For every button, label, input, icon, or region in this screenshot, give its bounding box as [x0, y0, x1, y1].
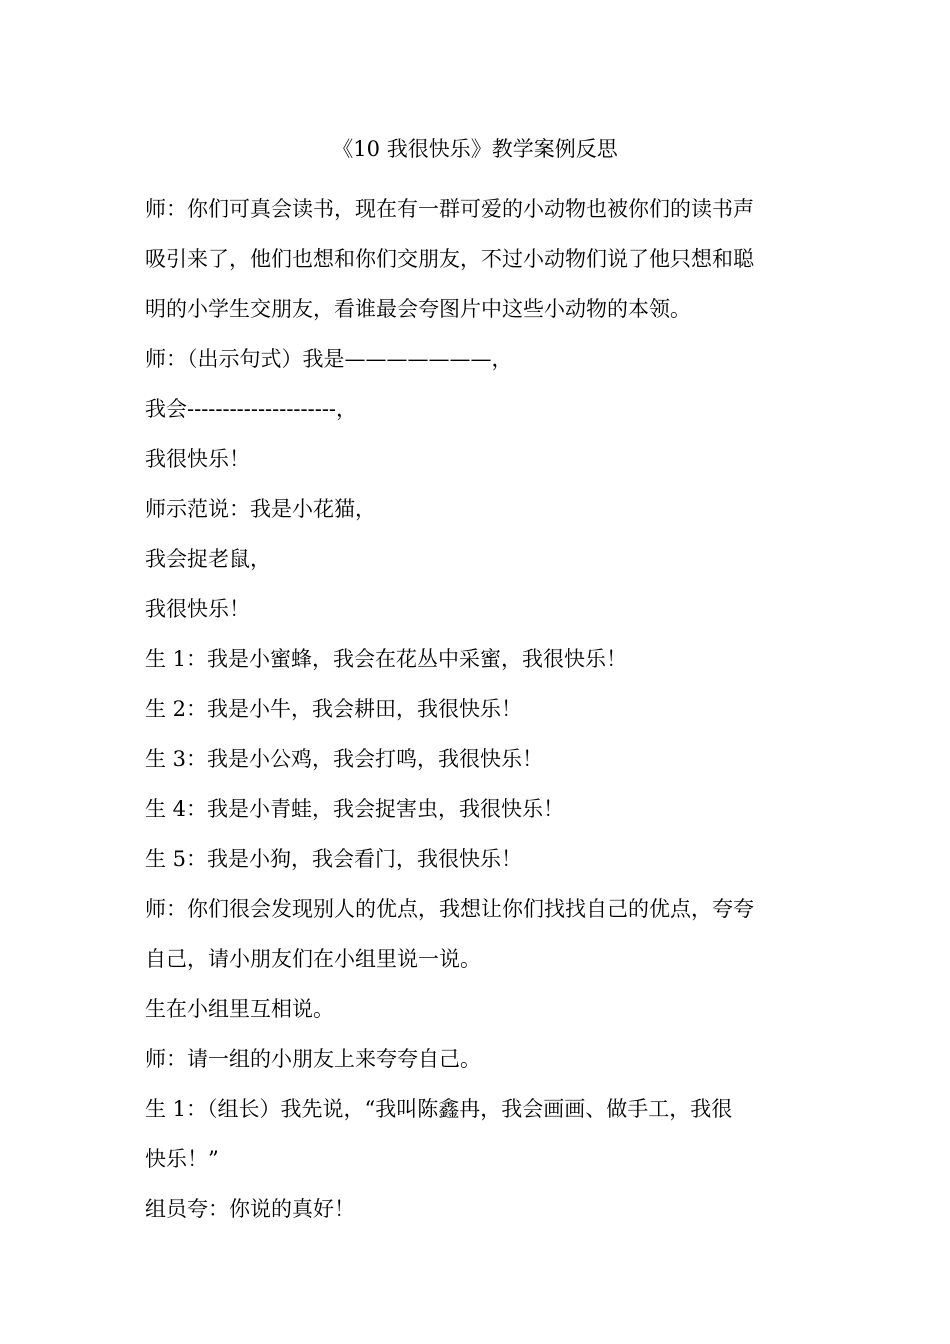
paragraph-line: 自己，请小朋友们在小组里说一说。: [145, 947, 481, 971]
paragraph-line: 我会---------------------，: [145, 397, 358, 421]
paragraph-line: 师示范说：我是小花猫，: [145, 497, 376, 521]
paragraph-line: 我很快乐！: [145, 597, 250, 621]
paragraph-line: 生 1：我是小蜜蜂，我会在花丛中采蜜，我很快乐！: [145, 647, 628, 671]
paragraph-line: 生 5：我是小狗，我会看门，我很快乐！: [145, 847, 523, 871]
paragraph-line: 吸引来了，他们也想和你们交朋友，不过小动物们说了他只想和聪: [145, 247, 754, 271]
paragraph-line: 生 3：我是小公鸡，我会打鸣，我很快乐！: [145, 747, 544, 771]
paragraph-line: 组员夸：你说的真好！: [145, 1197, 355, 1221]
paragraph-line: 生 2：我是小牛，我会耕田，我很快乐！: [145, 697, 523, 721]
paragraph-line: 生 4：我是小青蛙，我会捉害虫，我很快乐！: [145, 797, 565, 821]
paragraph-line: 师：你们可真会读书，现在有一群可爱的小动物也被你们的读书声: [145, 197, 754, 221]
paragraph-line: 生 1：（组长）我先说，“我叫陈鑫冉，我会画画、做手工，我很: [145, 1097, 733, 1121]
paragraph-line: 生在小组里互相说。: [145, 997, 334, 1021]
paragraph-line: 我会捉老鼠，: [145, 547, 271, 571]
document-body: [145, 184, 810, 1234]
paragraph-line: 明的小学生交朋友，看谁最会夸图片中这些小动物的本领。: [145, 297, 691, 321]
document-title: 《10 我很快乐》教学案例反思: [332, 137, 618, 161]
paragraph-line: 师：（出示句式）我是———————，: [145, 347, 513, 371]
paragraph-line: 师：请一组的小朋友上来夸夸自己。: [145, 1047, 481, 1071]
paragraph-line: 师：你们很会发现别人的优点，我想让你们找找自己的优点，夸夸: [145, 897, 754, 921]
paragraph-line: 快乐！”: [145, 1147, 219, 1171]
paragraph-line: 我很快乐！: [145, 447, 250, 471]
